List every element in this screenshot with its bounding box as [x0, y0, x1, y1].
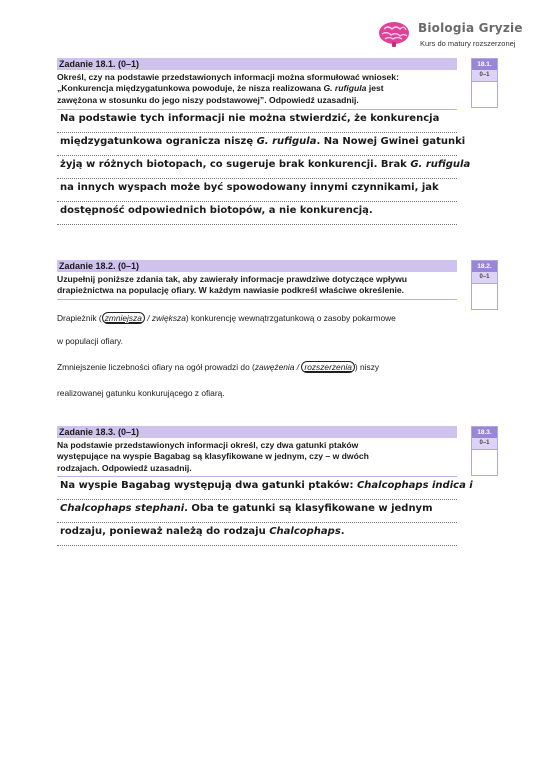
score-input-box[interactable]	[472, 283, 497, 309]
answer-line: rodzaju, ponieważ należą do rodzaju Chalcophaps.	[57, 523, 457, 546]
option-zmniejsza[interactable]: zmniejsza	[102, 312, 145, 324]
brand-name: Biologia Gryzie	[418, 21, 523, 35]
score-number: 18.3.	[472, 427, 497, 438]
prompt-line: drapieżnictwa na populację ofiary. W każdym nawiasie podkreśl właściwe określenie.	[57, 285, 405, 296]
answer-line: Na wyspie Bagabag występują dwa gatunki ptaków: Chalcophaps indica i	[57, 477, 457, 500]
prompt-line: występujące na wyspie Bagabag są klasyfikowane w jednym, czy – w dwóch	[57, 451, 369, 462]
score-points: 0–1	[472, 70, 497, 81]
answer-area	[57, 477, 473, 546]
task-heading: Zadanie 18.1. (0–1)	[57, 58, 457, 70]
score-input-box[interactable]	[472, 449, 497, 475]
prompt-line: Uzupełnij poniższe zdania tak, aby zawierały informacje prawdziwe dotyczące wpływu	[57, 274, 408, 284]
prompt-line: „Konkurencja międzygatunkowa powoduje, że nisza realizowana G. rufigula jest	[57, 83, 384, 94]
task-heading: Zadanie 18.2. (0–1)	[57, 260, 457, 272]
score-number: 18.2.	[472, 261, 497, 272]
prompt-line: rodzajach. Odpowiedź uzasadnij.	[57, 462, 192, 473]
prompt-line: zawężona w stosunku do jego niszy podstawowej”. Odpowiedź uzasadnij.	[57, 94, 359, 105]
score-box-18-3	[471, 426, 498, 476]
answer-line: Chalcophaps stephani. Oba te gatunki są klasyfikowane w jednym	[57, 500, 457, 523]
option-rozszerzenia[interactable]: rozszerzenia	[301, 361, 354, 373]
brand-tagline: Kurs do matury rozszerzonej	[420, 39, 516, 48]
sentence-2: Zmniejszenie liczebności ofiary na ogół prowadzi do (zawężenia / rozszerzenia ) niszy	[57, 361, 380, 372]
task-18-2	[57, 260, 457, 399]
sentence-2-cont: realizowanej gatunku konkurującego z ofiarą.	[57, 387, 225, 398]
score-box-18-1	[471, 58, 498, 108]
score-number: 18.1.	[472, 59, 497, 70]
answer-area	[57, 110, 471, 225]
divider	[57, 299, 457, 300]
option-zawezenia[interactable]: zawężenia	[254, 361, 295, 372]
option-zwieksza[interactable]: zwiększa	[151, 312, 186, 323]
task-heading: Zadanie 18.3. (0–1)	[57, 426, 457, 438]
prompt-line: Określ, czy na podstawie przedstawionych informacji można sformułować wniosek:	[57, 72, 399, 82]
prompt-line: Na podstawie przedstawionych informacji określ, czy dwa gatunki ptaków	[57, 440, 359, 450]
task-18-1	[57, 58, 471, 225]
answer-line: międzygatunkowa ogranicza niszę G. rufigula. Na Nowej Gwinei gatunki	[57, 133, 457, 156]
score-input-box[interactable]	[472, 81, 497, 107]
answer-line: na innych wyspach może być spowodowany innymi czynnikami, jak	[57, 179, 457, 202]
task-prompt	[57, 274, 457, 297]
sentence-1: Drapieżnik ( zmniejsza / zwiększa) konkurencję wewnątrzgatunkową o zasoby pokarmowe	[57, 312, 396, 323]
score-box-18-2	[471, 260, 498, 310]
answer-line: dostępność odpowiednich biotopów, a nie konkurencją.	[57, 202, 457, 225]
brain-icon	[377, 20, 411, 48]
brand-logo	[377, 20, 542, 52]
answer-line: Na podstawie tych informacji nie można stwierdzić, że konkurencja	[57, 110, 457, 133]
task-prompt	[57, 440, 457, 474]
score-points: 0–1	[472, 272, 497, 283]
sentence-1-cont: w populacji ofiary.	[57, 335, 123, 346]
task-18-3	[57, 426, 473, 546]
task-prompt	[57, 72, 457, 106]
score-points: 0–1	[472, 438, 497, 449]
answer-line: żyją w różnych biotopach, co sugeruje brak konkurencji. Brak G. rufigula	[57, 156, 457, 179]
